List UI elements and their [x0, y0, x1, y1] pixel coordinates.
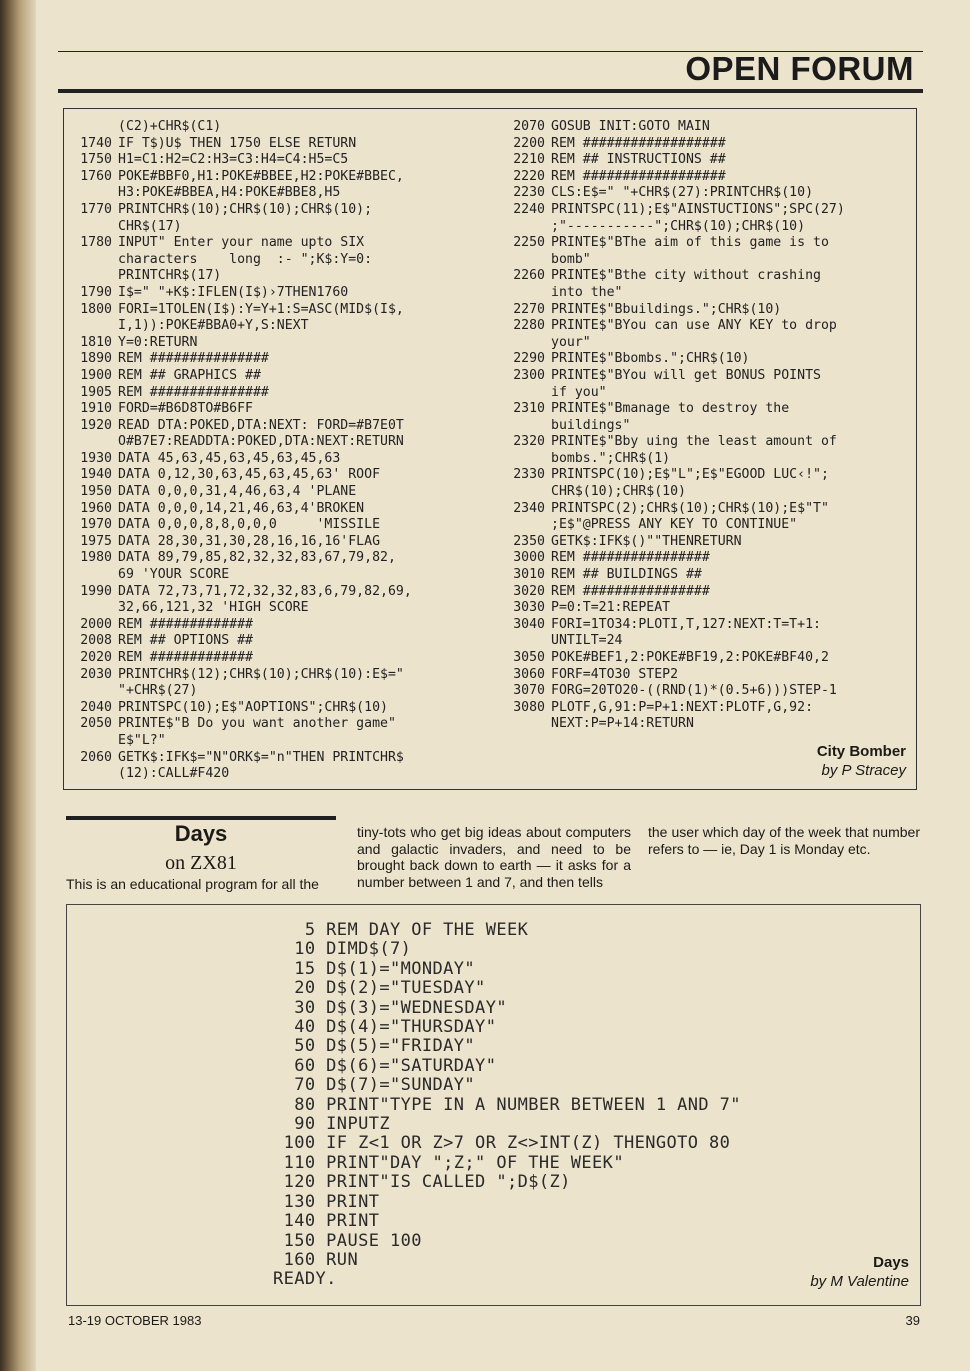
section-title: OPEN FORUM [685, 50, 914, 87]
line-number: 1810 [80, 334, 112, 350]
code-line [70, 268, 412, 285]
line-code: FORF=4TO30 STEP2 [551, 666, 679, 682]
code-line [70, 501, 412, 518]
code-line [501, 650, 845, 667]
line-code: PRINTE$"BYou can use ANY KEY to drop [551, 318, 837, 334]
code-line [501, 268, 845, 285]
zx-code-line: 150 PAUSE 100 [273, 1230, 422, 1251]
line-code: PRINTE$"Bthe city without crashing [551, 268, 821, 284]
line-code: INPUT" Enter your name upto SIX [118, 235, 365, 251]
line-code: REM ############### [118, 351, 269, 367]
line-number: 2200 [513, 135, 545, 151]
days-intro-col1: This is an educational program for all the [66, 876, 319, 892]
code-line [70, 517, 412, 534]
line-number: 2060 [80, 749, 112, 765]
code-line [501, 318, 845, 335]
line-number: 2320 [513, 434, 545, 450]
line-code: REM ############# [118, 650, 253, 665]
line-number: 3030 [513, 600, 545, 616]
code-line [501, 617, 845, 634]
line-code: PRINTE$"Bbombs.";CHR$(10) [551, 351, 750, 367]
days-title: Days [174, 821, 228, 846]
line-code: bombs.";CHR$(1) [551, 450, 671, 466]
city-bomber-listing [63, 108, 917, 790]
line-number: 3080 [513, 699, 545, 715]
code-line [70, 650, 412, 667]
code-line [501, 418, 845, 435]
code-line [70, 302, 412, 319]
zx-code-line: 160 RUN [273, 1249, 359, 1270]
line-code: CLS:E$=" "+CHR$(27):PRINTCHR$(10) [551, 185, 814, 201]
line-number: 2030 [80, 666, 112, 682]
code-line [501, 152, 845, 169]
line-code: PRINTE$"BYou will get BONUS POINTS [551, 367, 821, 383]
code-line [501, 484, 845, 501]
code-line [70, 750, 412, 767]
line-code: DATA 28,30,31,30,28,16,16,16'FLAG [118, 533, 381, 549]
zx-code-line: 120 PRINT"IS CALLED ";D$(Z) [273, 1172, 571, 1193]
zx-code-line: 60 D$(6)="SATURDAY" [273, 1055, 497, 1076]
line-code: DATA 0,12,30,63,45,63,45,63' ROOF [118, 467, 381, 483]
line-number: 3010 [513, 567, 545, 583]
days-credit [810, 1253, 909, 1291]
code-line [70, 617, 412, 634]
days-listing-box [66, 904, 921, 1306]
line-number: 1910 [80, 401, 112, 417]
line-code: PRINTCHR$(12);CHR$(10);CHR$(10):E$=" [118, 666, 404, 682]
line-number: 2240 [513, 201, 545, 217]
line-code: 69 'YOUR SCORE [118, 567, 230, 583]
code-line [501, 633, 845, 650]
code-line [70, 567, 412, 584]
code-line [501, 534, 845, 551]
line-number: 2330 [513, 467, 545, 483]
line-code: PRINTCHR$(10);CHR$(10);CHR$(10); [118, 201, 373, 217]
listing-column-right [501, 119, 845, 733]
code-line [501, 467, 845, 484]
code-line [501, 335, 845, 352]
line-number: 3020 [513, 583, 545, 599]
code-line [501, 501, 845, 518]
code-line [70, 219, 412, 236]
zx-code-line: 20 D$(2)="TUESDAY" [273, 978, 486, 999]
line-number: 1750 [80, 152, 112, 168]
line-number: 1770 [80, 201, 112, 217]
line-code: READ DTA:POKED,DTA:NEXT: FORD=#B7E0T [118, 417, 404, 433]
days-intro-col3: the user which day of the week that number refers to — ie, Day 1 is Monday etc. [648, 824, 920, 857]
line-code: PRINTE$"Bbuildings.";CHR$(10) [551, 301, 782, 317]
zx-code-line: 30 D$(3)="WEDNESDAY" [273, 997, 507, 1018]
line-number: 1970 [80, 517, 112, 533]
line-code: ;E$"@PRESS ANY KEY TO CONTINUE" [551, 517, 798, 533]
footer-date: 13-19 OCTOBER 1983 [68, 1313, 202, 1328]
code-line [70, 584, 412, 601]
line-code: 32,66,121,32 'HIGH SCORE [118, 600, 309, 616]
code-line [501, 368, 845, 385]
code-line [70, 335, 412, 352]
line-code: POKE#BEF1,2:POKE#BF19,2:POKE#BF40,2 [551, 650, 829, 665]
line-code: CHR$(17) [118, 218, 182, 234]
line-number: 2250 [513, 235, 545, 251]
code-line [70, 534, 412, 551]
code-line [70, 683, 412, 700]
zx-code-line: 130 PRINT [273, 1191, 380, 1212]
code-line [70, 451, 412, 468]
line-code: REM ################## [551, 135, 726, 151]
line-number: 2290 [513, 351, 545, 367]
line-number: 2210 [513, 152, 545, 168]
line-number: 3050 [513, 650, 545, 665]
code-line [70, 351, 412, 368]
line-number: 3040 [513, 616, 545, 632]
line-code: POKE#BBF0,H1:POKE#BBEE,H2:POKE#BBEC, [118, 168, 404, 184]
line-code: DATA 89,79,85,82,32,32,83,67,79,82, [118, 550, 396, 566]
line-number: 2310 [513, 401, 545, 417]
code-line [70, 766, 412, 783]
book-spine-shadow [0, 0, 36, 1371]
credit-author: by P Stracey [821, 762, 906, 779]
code-line [70, 385, 412, 402]
zx-code-line: 40 D$(4)="THURSDAY" [273, 1017, 497, 1038]
line-number: 2260 [513, 268, 545, 284]
line-number: 1975 [80, 533, 112, 549]
code-line [70, 733, 412, 750]
code-line [501, 584, 845, 601]
line-number: 2270 [513, 301, 545, 317]
code-line [501, 302, 845, 319]
line-code: into the" [551, 284, 623, 300]
line-number: 1950 [80, 484, 112, 500]
line-code: I$=" "+K$:IFLEN(I$)›7THEN1760 [118, 284, 349, 300]
line-code: REM ################ [551, 550, 710, 566]
code-line [501, 600, 845, 617]
line-number: 2350 [513, 533, 545, 549]
code-line [70, 434, 412, 451]
line-code: PRINTSPC(10);E$"L";E$"EGOOD LUC‹!"; [551, 467, 829, 483]
code-line [70, 318, 412, 335]
code-line [501, 119, 845, 136]
code-line [501, 136, 845, 153]
line-code: PRINTSPC(11);E$"AINSTUCTIONS";SPC(27) [551, 201, 845, 217]
zx-code-line: 80 PRINT"TYPE IN A NUMBER BETWEEN 1 AND 7" [273, 1094, 741, 1115]
line-code: FORG=20TO20-((RND(1)*(0.5+6)))STEP-1 [551, 683, 837, 699]
line-code: E$"L?" [118, 732, 166, 748]
zx-code-line: 50 D$(5)="FRIDAY" [273, 1036, 476, 1057]
line-code: H1=C1:H2=C2:H3=C3:H4=C4:H5=C5 [118, 152, 349, 168]
line-code: buildings" [551, 417, 631, 433]
line-number: 2020 [80, 650, 112, 665]
zx-code-line: 140 PRINT [273, 1211, 380, 1232]
line-code: bomb" [551, 251, 591, 267]
zx-code-line: 5 REM DAY OF THE WEEK [273, 920, 529, 940]
line-code: UNTILT=24 [551, 633, 623, 649]
line-code: your" [551, 334, 591, 350]
zx-code-line: 90 INPUTZ [273, 1114, 390, 1135]
line-code: DATA 72,73,71,72,32,32,83,6,79,82,69, [118, 583, 412, 599]
city-bomber-credit [817, 742, 906, 780]
listing-column-left [70, 119, 412, 783]
header-rule [58, 89, 923, 93]
line-number: 3070 [513, 683, 545, 699]
code-line [70, 119, 412, 136]
code-line [501, 567, 845, 584]
code-line [501, 401, 845, 418]
code-line [70, 401, 412, 418]
line-code: IF T$)U$ THEN 1750 ELSE RETURN [118, 135, 357, 151]
line-code: Y=0:RETURN [118, 334, 198, 350]
credit-title: City Bomber [816, 743, 906, 760]
code-line [501, 517, 845, 534]
line-code: DATA 0,0,0,31,4,46,63,4 'PLANE [118, 484, 357, 500]
zx-code-line: 110 PRINT"DAY ";Z;" OF THE WEEK" [273, 1152, 624, 1173]
line-code: REM ############### [118, 384, 269, 400]
code-line [501, 285, 845, 302]
line-number: 2230 [513, 185, 545, 201]
line-code: (12):CALL#F420 [118, 766, 230, 782]
line-code: PLOTF,G,91:P=P+1:NEXT:PLOTF,G,92: [551, 699, 814, 715]
credit-title: Days [873, 1254, 909, 1271]
line-code: REM ################## [551, 168, 726, 184]
line-code: I,1)):POKE#BBA0+Y,S:NEXT [118, 318, 309, 334]
code-line [70, 467, 412, 484]
code-line [501, 700, 845, 717]
line-code: FORD=#B6D8TO#B6FF [118, 401, 253, 417]
line-number: 2300 [513, 367, 545, 383]
code-line [501, 235, 845, 252]
code-line [501, 351, 845, 368]
zx81-listing [273, 921, 741, 1290]
line-code: PRINTSPC(2);CHR$(10);CHR$(10);E$"T" [551, 500, 829, 516]
line-code: H3:POKE#BBEA,H4:POKE#BBE8,H5 [118, 185, 341, 201]
line-code: REM ## GRAPHICS ## [118, 367, 261, 383]
code-line [70, 633, 412, 650]
zx-code-line: 70 D$(7)="SUNDAY" [273, 1075, 476, 1096]
line-number: 3060 [513, 666, 545, 682]
code-line [70, 418, 412, 435]
line-number: 2220 [513, 168, 545, 184]
line-code: if you" [551, 384, 607, 400]
code-line [70, 235, 412, 252]
line-code: PRINTE$"Bby uing the least amount of [551, 434, 837, 450]
code-line [70, 484, 412, 501]
line-code: PRINTCHR$(17) [118, 268, 222, 284]
line-code: FORI=1TOLEN(I$):Y=Y+1:S=ASC(MID$(I$, [118, 301, 404, 317]
line-number: 1920 [80, 417, 112, 433]
line-number: 1960 [80, 500, 112, 516]
code-line [70, 368, 412, 385]
line-number: 2000 [80, 616, 112, 632]
code-line [501, 550, 845, 567]
code-line [501, 169, 845, 186]
code-line [70, 136, 412, 153]
line-number: 1980 [80, 550, 112, 566]
line-code: PRINTSPC(10);E$"AOPTIONS";CHR$(10) [118, 699, 388, 715]
line-number: 1900 [80, 367, 112, 383]
line-code: REM ## BUILDINGS ## [551, 567, 702, 583]
line-number: 1740 [80, 135, 112, 151]
line-code: DATA 45,63,45,63,45,63,45,63 [118, 450, 341, 466]
line-number: 1760 [80, 168, 112, 184]
line-code: GETK$:IFK$="N"ORK$="n"THEN PRINTCHR$ [118, 749, 404, 765]
code-line [501, 202, 845, 219]
code-line [70, 600, 412, 617]
line-code: P=0:T=21:REPEAT [551, 600, 671, 616]
code-line [501, 683, 845, 700]
code-line [70, 202, 412, 219]
code-line [501, 716, 845, 733]
line-number: 1930 [80, 450, 112, 466]
line-number: 2008 [80, 633, 112, 649]
line-number: 2050 [80, 716, 112, 732]
code-line [70, 667, 412, 684]
code-line [501, 434, 845, 451]
line-code: REM ## OPTIONS ## [118, 633, 253, 649]
code-line [501, 185, 845, 202]
line-code: ;"-----------";CHR$(10);CHR$(10) [551, 218, 806, 234]
code-line [501, 667, 845, 684]
line-code: GETK$:IFK$()""THENRETURN [551, 533, 742, 549]
line-number: 2280 [513, 318, 545, 334]
page-number: 39 [905, 1313, 920, 1328]
code-line [501, 451, 845, 468]
code-line [70, 152, 412, 169]
line-code: NEXT:P=P+14:RETURN [551, 716, 694, 732]
code-line [501, 252, 845, 269]
line-number: 1940 [80, 467, 112, 483]
code-line [70, 185, 412, 202]
line-code: "+CHR$(27) [118, 683, 198, 699]
line-number: 1780 [80, 235, 112, 251]
line-code: characters long :- ";K$:Y=0: [118, 251, 373, 267]
line-code: DATA 0,0,0,8,8,0,0,0 'MISSILE [118, 517, 381, 533]
line-code: CHR$(10);CHR$(10) [551, 484, 686, 500]
line-number: 2340 [513, 500, 545, 516]
days-intro-col2: tiny-tots who get big ideas about computers and galactic invaders, and need to be brought back down to earth — it asks for a number between 1 and 7, and then tells [357, 824, 631, 890]
code-line [70, 169, 412, 186]
code-line [70, 550, 412, 567]
line-number: 2040 [80, 699, 112, 715]
line-code: PRINTE$"BThe aim of this game is to [551, 235, 829, 251]
line-code: REM ############# [118, 616, 253, 632]
credit-author: by M Valentine [810, 1273, 909, 1290]
code-line [501, 219, 845, 236]
zx-code-line: READY. [273, 1269, 337, 1290]
line-number: 1905 [80, 384, 112, 400]
line-code: FORI=1TO34:PLOTI,T,127:NEXT:T=T+1: [551, 616, 821, 632]
line-code: DATA 0,0,0,14,21,46,63,4'BROKEN [118, 500, 365, 516]
code-line [70, 716, 412, 733]
line-number: 1890 [80, 351, 112, 367]
line-code: PRINTE$"Bmanage to destroy the [551, 401, 790, 417]
line-code: (C2)+CHR$(C1) [118, 119, 222, 134]
line-code: REM ## INSTRUCTIONS ## [551, 152, 726, 168]
zx-code-line: 100 IF Z<1 OR Z>7 OR Z<>INT(Z) THENGOTO 80 [273, 1133, 731, 1154]
days-subtitle: on ZX81 [165, 852, 237, 874]
line-number: 2070 [513, 119, 545, 134]
line-number: 1990 [80, 583, 112, 599]
zx-code-line: 15 D$(1)="MONDAY" [273, 958, 476, 979]
line-number: 1800 [80, 301, 112, 317]
code-line [501, 385, 845, 402]
line-code: GOSUB INIT:GOTO MAIN [551, 119, 710, 134]
line-number: 3000 [513, 550, 545, 566]
code-line [70, 285, 412, 302]
line-code: O#B7E7:READDTA:POKED,DTA:NEXT:RETURN [118, 434, 404, 450]
code-line [70, 700, 412, 717]
line-code: PRINTE$"B Do you want another game" [118, 716, 396, 732]
code-line [70, 252, 412, 269]
line-number: 1790 [80, 284, 112, 300]
line-code: REM ################ [551, 583, 710, 599]
zx-code-line: 10 DIMD$(7) [273, 939, 412, 960]
